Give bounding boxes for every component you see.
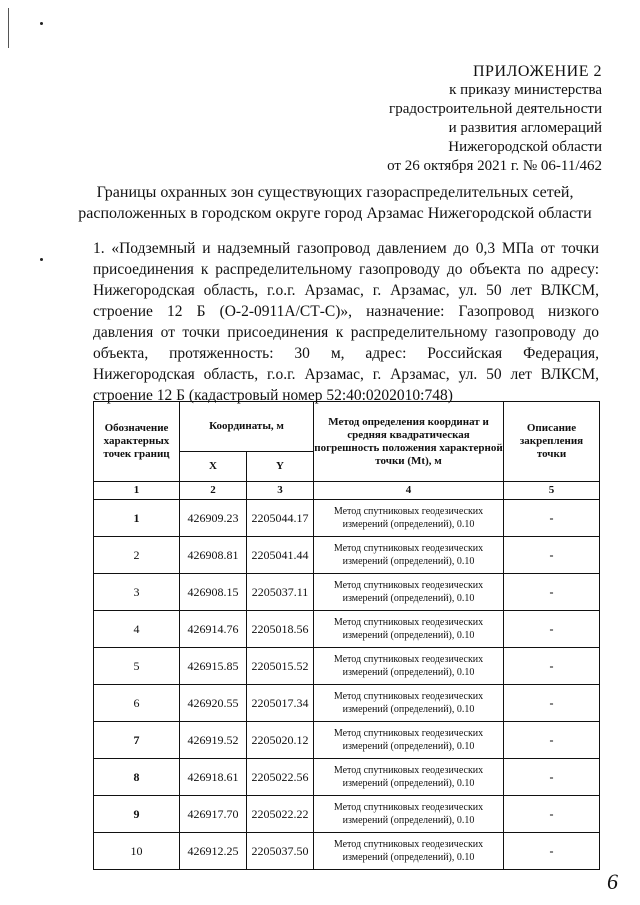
point-cell: 1	[94, 500, 180, 537]
method-cell: Метод спутниковых геодезических измерений (определений), 0.10	[314, 833, 504, 870]
x-cell: 426919.52	[180, 722, 247, 759]
point-cell: 2	[94, 537, 180, 574]
column-number: 4	[314, 482, 504, 500]
object-description: 1. «Подземный и надземный газопровод давлением до 0,3 МПа от точки присоединения к распределительному газопроводу до объекта по адресу: Нижегородская область, г.о.г. Арзамас, г. Арзамас, ул. 50 лет ВЛКСМ, строение 12 Б (О-2-0911А/СТ-С)», назначение: Газопровод низкого давления от точки присоединения к распределительному газопроводу до объекта, протяженность: 30 м, адрес: Российская Федерация, Нижегородская область, г.о.г. Арзамас, г. Арзамас, ул. 50 лет ВЛКСМ, строение 12 Б (кадастровый номер 52:40:0202010:748)	[93, 240, 599, 404]
column-number: 3	[247, 482, 314, 500]
description-cell: -	[504, 537, 600, 574]
x-cell: 426917.70	[180, 796, 247, 833]
table-row	[94, 648, 600, 685]
y-cell: 2205037.50	[247, 833, 314, 870]
description-cell: -	[504, 685, 600, 722]
description-cell: -	[504, 648, 600, 685]
method-cell: Метод спутниковых геодезических измерений (определений), 0.10	[314, 648, 504, 685]
description-cell: -	[504, 796, 600, 833]
column-number: 2	[180, 482, 247, 500]
method-cell: Метод спутниковых геодезических измерений (определений), 0.10	[314, 574, 504, 611]
table-row	[94, 722, 600, 759]
header-line: Нижегородской области	[448, 139, 602, 155]
description-cell: -	[504, 833, 600, 870]
x-cell: 426912.25	[180, 833, 247, 870]
x-cell: 426909.23	[180, 500, 247, 537]
method-cell: Метод спутниковых геодезических измерений (определений), 0.10	[314, 611, 504, 648]
scan-speck	[40, 22, 43, 25]
y-cell: 2205041.44	[247, 537, 314, 574]
x-cell: 426914.76	[180, 611, 247, 648]
table-row	[94, 537, 600, 574]
y-cell: 2205015.52	[247, 648, 314, 685]
point-cell: 8	[94, 759, 180, 796]
method-cell: Метод спутниковых геодезических измерений (определений), 0.10	[314, 537, 504, 574]
y-cell: 2205022.56	[247, 759, 314, 796]
y-cell: 2205020.12	[247, 722, 314, 759]
y-cell: 2205022.22	[247, 796, 314, 833]
y-cell: 2205037.11	[247, 574, 314, 611]
y-cell: 2205018.56	[247, 611, 314, 648]
description-cell: -	[504, 759, 600, 796]
header-coordinates: Координаты, м	[180, 402, 314, 452]
column-number: 1	[94, 482, 180, 500]
method-cell: Метод спутниковых геодезических измерений (определений), 0.10	[314, 759, 504, 796]
y-cell: 2205044.17	[247, 500, 314, 537]
header-line: к приказу министерства	[449, 82, 602, 98]
document-title	[70, 182, 600, 224]
coordinates-table	[93, 401, 600, 870]
point-cell: 5	[94, 648, 180, 685]
header-line: градостроительной деятельности	[389, 101, 602, 117]
method-cell: Метод спутниковых геодезических измерений (определений), 0.10	[314, 796, 504, 833]
x-cell: 426920.55	[180, 685, 247, 722]
point-cell: 6	[94, 685, 180, 722]
x-cell: 426918.61	[180, 759, 247, 796]
header-x: X	[180, 452, 247, 482]
header-method: Метод определения координат и средняя квадратическая погрешность положения характерной точки (Mt), м	[314, 402, 504, 482]
method-cell: Метод спутниковых геодезических измерений (определений), 0.10	[314, 500, 504, 537]
column-number: 5	[504, 482, 600, 500]
description-cell: -	[504, 500, 600, 537]
table-row	[94, 500, 600, 537]
table-row	[94, 574, 600, 611]
x-cell: 426908.15	[180, 574, 247, 611]
scan-speck	[40, 258, 43, 261]
table-row	[94, 796, 600, 833]
description-cell: -	[504, 722, 600, 759]
point-cell: 4	[94, 611, 180, 648]
scan-edge-line	[8, 8, 9, 48]
title-line: Границы охранных зон существующих газораспределительных сетей,	[96, 184, 574, 201]
table-row	[94, 833, 600, 870]
header-line: и развития агломераций	[448, 120, 602, 136]
appendix-title: ПРИЛОЖЕНИЕ 2	[472, 63, 602, 80]
point-cell: 7	[94, 722, 180, 759]
table-row	[94, 759, 600, 796]
appendix-header	[387, 62, 602, 176]
point-cell: 9	[94, 796, 180, 833]
method-cell: Метод спутниковых геодезических измерений (определений), 0.10	[314, 685, 504, 722]
header-point-designation: Обозначение характерных точек границ	[94, 402, 180, 482]
method-cell: Метод спутниковых геодезических измерений (определений), 0.10	[314, 722, 504, 759]
header-y: Y	[247, 452, 314, 482]
point-cell: 3	[94, 574, 180, 611]
x-cell: 426915.85	[180, 648, 247, 685]
header-line: от 26 октября 2021 г. № 06-11/462	[387, 158, 602, 174]
description-cell: -	[504, 574, 600, 611]
title-line: расположенных в городском округе город Арзамас Нижегородской области	[78, 205, 592, 222]
point-cell: 10	[94, 833, 180, 870]
table-row	[94, 611, 600, 648]
page-number: 6	[607, 869, 618, 894]
description-cell: -	[504, 611, 600, 648]
table-body	[94, 500, 600, 870]
x-cell: 426908.81	[180, 537, 247, 574]
table-row	[94, 685, 600, 722]
y-cell: 2205017.34	[247, 685, 314, 722]
header-description: Описание закрепления точки	[504, 402, 600, 482]
